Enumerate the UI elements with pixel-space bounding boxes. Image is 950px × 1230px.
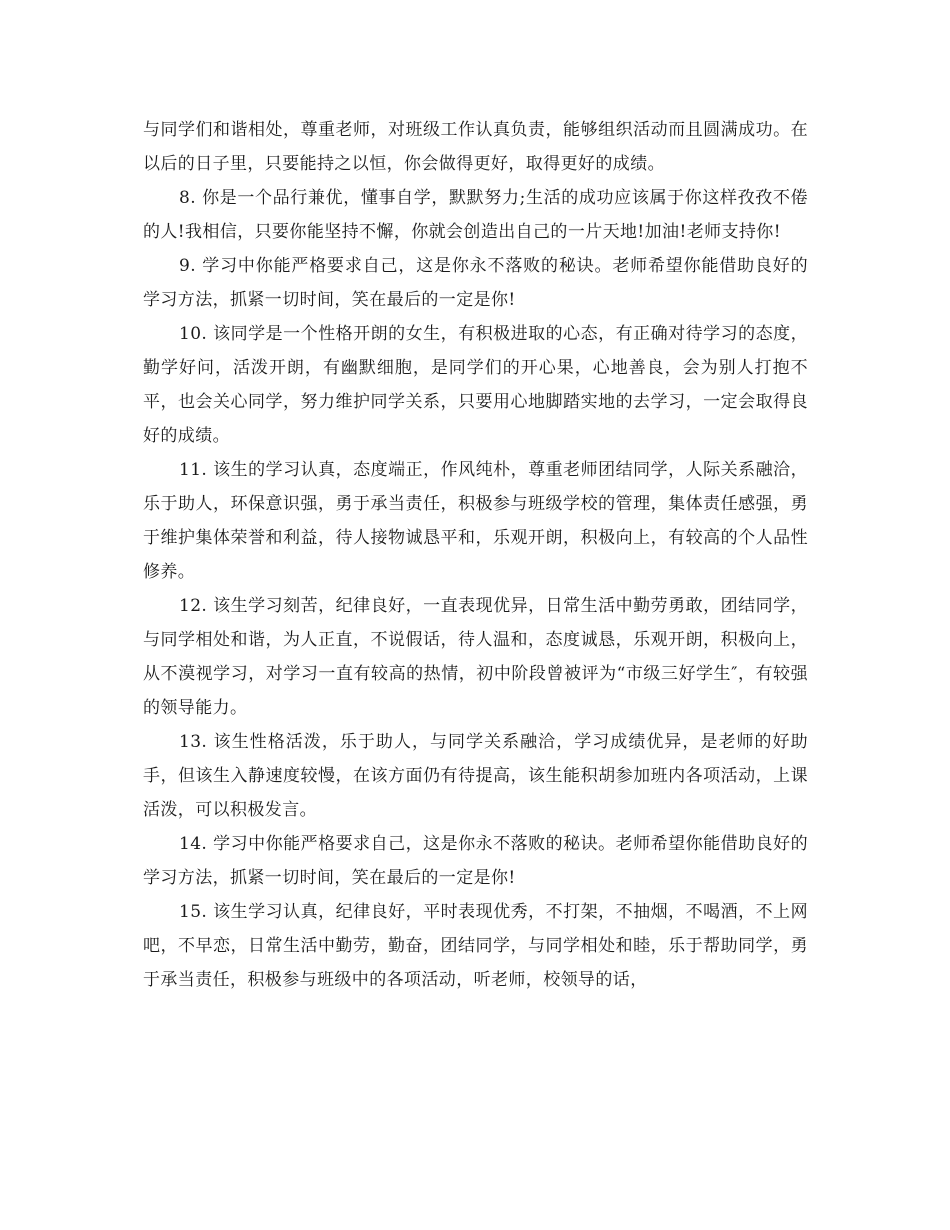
paragraph-item-10: 10. 该同学是一个性格开朗的女生，有积极进取的心态，有正确对待学习的态度，勤学好问，活泼开朗，有幽默细胞，是同学们的开心果，心地善良，会为别人打抱不平，也会关心同学，努力维护同学关系，只要用心地脚踏实地的去学习，一定会取得良好的成绩。: [143, 324, 808, 446]
paragraph-item-14: 14. 学习中你能严格要求自己，这是你永不落败的秘诀。老师希望你能借助良好的学习方法，抓紧一切时间，笑在最后的一定是你!: [143, 834, 808, 888]
paragraph-item-15: 15. 该生学习认真，纪律良好，平时表现优秀，不打架，不抽烟，不喝酒，不上网吧，不早恋，日常生活中勤劳，勤奋，团结同学，与同学相处和睦，乐于帮助同学，勇于承当责任，积极参与班级中的各项活动，听老师，校领导的话，: [143, 902, 808, 990]
paragraph-continuation: 与同学们和谐相处，尊重老师，对班级工作认真负责，能够组织活动而且圆满成功。在以后的日子里，只要能持之以恒，你会做得更好，取得更好的成绩。: [143, 120, 808, 174]
paragraph-item-11: 11. 该生的学习认真，态度端正，作风纯朴，尊重老师团结同学，人际关系融洽，乐于助人，环保意识强，勇于承当责任，积极参与班级学校的管理，集体责任感强，勇于维护集体荣誉和利益，待人接物诚恳平和，乐观开朗，积极向上，有较高的个人品性修养。: [143, 460, 808, 582]
paragraph-item-9: 9. 学习中你能严格要求自己，这是你永不落败的秘诀。老师希望你能借助良好的学习方法，抓紧一切时间，笑在最后的一定是你!: [143, 256, 808, 310]
document-body: [143, 113, 808, 997]
paragraph-item-13: 13. 该生性格活泼，乐于助人，与同学关系融洽，学习成绩优异，是老师的好助手，但该生入静速度较慢，在该方面仍有待提高，该生能积胡参加班内各项活动，上课活泼，可以积极发言。: [143, 732, 808, 820]
paragraph-item-12: 12. 该生学习刻苦，纪律良好，一直表现优异，日常生活中勤劳勇敢，团结同学，与同学相处和谐，为人正直，不说假话，待人温和，态度诚恳，乐观开朗，积极向上，从不漠视学习，对学习一直有较高的热情，初中阶段曾被评为“市级三好学生″，有较强的领导能力。: [143, 596, 808, 718]
paragraph-item-8: 8. 你是一个品行兼优，懂事自学，默默努力;生活的成功应该属于你这样孜孜不倦的人!我相信，只要你能坚持不懈，你就会创造出自己的一片天地!加油!老师支持你!: [143, 188, 808, 242]
